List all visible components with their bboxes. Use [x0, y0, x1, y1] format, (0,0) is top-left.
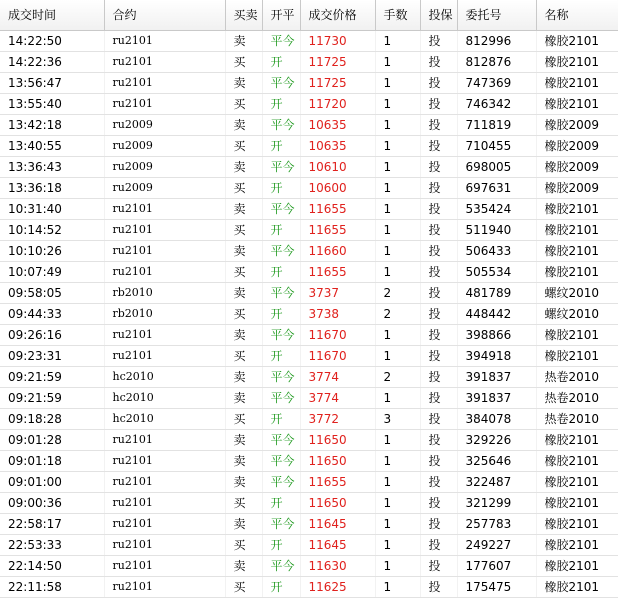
- table-row[interactable]: [0, 282, 618, 303]
- cell-contract: ru2101: [104, 492, 225, 513]
- cell-order-no: 177607: [457, 555, 536, 576]
- cell-side: 买: [225, 408, 262, 429]
- cell-order-no: 321299: [457, 492, 536, 513]
- cell-side: 卖: [225, 198, 262, 219]
- cell-order-no: 325646: [457, 450, 536, 471]
- cell-contract: ru2101: [104, 534, 225, 555]
- table-row[interactable]: [0, 261, 618, 282]
- cell-time: 13:36:18: [0, 177, 104, 198]
- cell-name: 橡胶2101: [536, 576, 618, 597]
- column-header-hedge[interactable]: 投保: [420, 0, 457, 30]
- cell-contract: ru2101: [104, 429, 225, 450]
- cell-hedge: 投: [420, 30, 457, 51]
- cell-hedge: 投: [420, 93, 457, 114]
- cell-time: 09:21:59: [0, 387, 104, 408]
- table-row[interactable]: [0, 429, 618, 450]
- cell-time: 13:36:43: [0, 156, 104, 177]
- cell-name: 橡胶2101: [536, 345, 618, 366]
- cell-hedge: 投: [420, 534, 457, 555]
- cell-hedge: 投: [420, 513, 457, 534]
- cell-qty: 1: [375, 30, 420, 51]
- cell-qty: 2: [375, 303, 420, 324]
- cell-hedge: 投: [420, 429, 457, 450]
- cell-name: 热卷2010: [536, 366, 618, 387]
- cell-side: 卖: [225, 366, 262, 387]
- cell-qty: 1: [375, 114, 420, 135]
- cell-order-no: 506433: [457, 240, 536, 261]
- cell-open-close: 开: [262, 93, 300, 114]
- cell-name: 橡胶2101: [536, 240, 618, 261]
- cell-side: 买: [225, 93, 262, 114]
- cell-open-close: 平今: [262, 282, 300, 303]
- cell-side: 卖: [225, 156, 262, 177]
- cell-hedge: 投: [420, 219, 457, 240]
- cell-qty: 1: [375, 555, 420, 576]
- cell-time: 13:42:18: [0, 114, 104, 135]
- table-row[interactable]: [0, 471, 618, 492]
- cell-price: 11725: [300, 72, 375, 93]
- cell-name: 螺纹2010: [536, 282, 618, 303]
- cell-time: 14:22:36: [0, 51, 104, 72]
- table-row[interactable]: [0, 555, 618, 576]
- cell-price: 3774: [300, 366, 375, 387]
- column-header-time[interactable]: 成交时间: [0, 0, 104, 30]
- cell-time: 09:23:31: [0, 345, 104, 366]
- cell-time: 22:53:33: [0, 534, 104, 555]
- cell-side: 买: [225, 303, 262, 324]
- cell-name: 热卷2010: [536, 408, 618, 429]
- cell-qty: 1: [375, 534, 420, 555]
- cell-side: 买: [225, 261, 262, 282]
- cell-price: 11725: [300, 51, 375, 72]
- table-row[interactable]: [0, 324, 618, 345]
- cell-side: 卖: [225, 72, 262, 93]
- cell-contract: rb2010: [104, 282, 225, 303]
- cell-contract: ru2101: [104, 471, 225, 492]
- cell-contract: ru2101: [104, 93, 225, 114]
- column-header-contract[interactable]: 合约: [104, 0, 225, 30]
- cell-name: 橡胶2101: [536, 471, 618, 492]
- cell-side: 买: [225, 177, 262, 198]
- cell-contract: ru2009: [104, 156, 225, 177]
- cell-side: 买: [225, 492, 262, 513]
- cell-order-no: 812876: [457, 51, 536, 72]
- cell-qty: 1: [375, 261, 420, 282]
- cell-side: 买: [225, 135, 262, 156]
- cell-open-close: 开: [262, 408, 300, 429]
- cell-open-close: 平今: [262, 450, 300, 471]
- cell-order-no: 505534: [457, 261, 536, 282]
- cell-price: 11645: [300, 534, 375, 555]
- cell-name: 橡胶2009: [536, 177, 618, 198]
- cell-qty: 1: [375, 387, 420, 408]
- table-row[interactable]: [0, 198, 618, 219]
- cell-open-close: 开: [262, 534, 300, 555]
- cell-order-no: 249227: [457, 534, 536, 555]
- cell-price: 11670: [300, 345, 375, 366]
- cell-hedge: 投: [420, 198, 457, 219]
- cell-price: 3737: [300, 282, 375, 303]
- cell-price: 3774: [300, 387, 375, 408]
- cell-price: 11670: [300, 324, 375, 345]
- cell-name: 橡胶2009: [536, 114, 618, 135]
- table-row[interactable]: [0, 513, 618, 534]
- cell-time: 13:40:55: [0, 135, 104, 156]
- cell-order-no: 175475: [457, 576, 536, 597]
- cell-contract: ru2009: [104, 114, 225, 135]
- cell-open-close: 平今: [262, 240, 300, 261]
- cell-name: 橡胶2101: [536, 534, 618, 555]
- cell-time: 10:10:26: [0, 240, 104, 261]
- cell-name: 橡胶2101: [536, 261, 618, 282]
- cell-contract: hc2010: [104, 387, 225, 408]
- cell-hedge: 投: [420, 240, 457, 261]
- cell-contract: ru2009: [104, 135, 225, 156]
- cell-open-close: 平今: [262, 513, 300, 534]
- cell-contract: ru2101: [104, 51, 225, 72]
- cell-contract: ru2101: [104, 72, 225, 93]
- cell-qty: 1: [375, 492, 420, 513]
- cell-contract: ru2101: [104, 261, 225, 282]
- cell-order-no: 448442: [457, 303, 536, 324]
- cell-hedge: 投: [420, 576, 457, 597]
- table-body: [0, 30, 618, 597]
- cell-time: 14:22:50: [0, 30, 104, 51]
- cell-price: 10635: [300, 135, 375, 156]
- cell-qty: 1: [375, 513, 420, 534]
- cell-order-no: 481789: [457, 282, 536, 303]
- table-row[interactable]: [0, 93, 618, 114]
- cell-side: 卖: [225, 450, 262, 471]
- cell-open-close: 平今: [262, 429, 300, 450]
- column-header-open-close[interactable]: 开平: [262, 0, 300, 30]
- cell-qty: 1: [375, 450, 420, 471]
- cell-time: 13:56:47: [0, 72, 104, 93]
- cell-price: 11660: [300, 240, 375, 261]
- cell-side: 卖: [225, 114, 262, 135]
- cell-qty: 1: [375, 471, 420, 492]
- cell-hedge: 投: [420, 450, 457, 471]
- cell-name: 橡胶2101: [536, 198, 618, 219]
- cell-contract: ru2101: [104, 555, 225, 576]
- cell-qty: 1: [375, 93, 420, 114]
- cell-hedge: 投: [420, 471, 457, 492]
- cell-time: 22:58:17: [0, 513, 104, 534]
- cell-hedge: 投: [420, 51, 457, 72]
- cell-side: 卖: [225, 471, 262, 492]
- cell-order-no: 329226: [457, 429, 536, 450]
- header-row: [0, 0, 618, 30]
- cell-price: 11655: [300, 471, 375, 492]
- cell-price: 10600: [300, 177, 375, 198]
- cell-qty: 1: [375, 51, 420, 72]
- cell-order-no: 384078: [457, 408, 536, 429]
- cell-order-no: 698005: [457, 156, 536, 177]
- cell-contract: ru2101: [104, 450, 225, 471]
- cell-order-no: 711819: [457, 114, 536, 135]
- cell-open-close: 开: [262, 261, 300, 282]
- cell-time: 09:58:05: [0, 282, 104, 303]
- cell-order-no: 535424: [457, 198, 536, 219]
- cell-price: 11650: [300, 492, 375, 513]
- cell-order-no: 746342: [457, 93, 536, 114]
- table-row[interactable]: [0, 72, 618, 93]
- cell-open-close: 平今: [262, 387, 300, 408]
- cell-side: 卖: [225, 282, 262, 303]
- cell-price: 10610: [300, 156, 375, 177]
- table-row[interactable]: [0, 450, 618, 471]
- cell-time: 09:01:28: [0, 429, 104, 450]
- cell-open-close: 开: [262, 576, 300, 597]
- cell-qty: 3: [375, 408, 420, 429]
- cell-time: 09:01:00: [0, 471, 104, 492]
- cell-side: 买: [225, 219, 262, 240]
- cell-hedge: 投: [420, 177, 457, 198]
- table-row[interactable]: [0, 156, 618, 177]
- cell-hedge: 投: [420, 324, 457, 345]
- cell-hedge: 投: [420, 555, 457, 576]
- cell-qty: 2: [375, 366, 420, 387]
- cell-price: 11625: [300, 576, 375, 597]
- cell-side: 买: [225, 345, 262, 366]
- cell-side: 卖: [225, 30, 262, 51]
- cell-open-close: 平今: [262, 471, 300, 492]
- cell-time: 13:55:40: [0, 93, 104, 114]
- column-header-qty[interactable]: 手数: [375, 0, 420, 30]
- cell-open-close: 开: [262, 51, 300, 72]
- table-row[interactable]: [0, 240, 618, 261]
- cell-contract: ru2101: [104, 345, 225, 366]
- cell-name: 热卷2010: [536, 387, 618, 408]
- cell-price: 3738: [300, 303, 375, 324]
- cell-qty: 1: [375, 135, 420, 156]
- cell-side: 卖: [225, 387, 262, 408]
- cell-order-no: 391837: [457, 366, 536, 387]
- cell-name: 橡胶2101: [536, 450, 618, 471]
- cell-hedge: 投: [420, 366, 457, 387]
- cell-hedge: 投: [420, 345, 457, 366]
- cell-price: 11630: [300, 555, 375, 576]
- cell-name: 橡胶2101: [536, 72, 618, 93]
- cell-qty: 1: [375, 345, 420, 366]
- column-header-name[interactable]: 名称: [536, 0, 618, 30]
- table-row[interactable]: [0, 219, 618, 240]
- cell-side: 卖: [225, 555, 262, 576]
- cell-open-close: 开: [262, 303, 300, 324]
- cell-contract: hc2010: [104, 408, 225, 429]
- cell-hedge: 投: [420, 387, 457, 408]
- cell-price: 11650: [300, 450, 375, 471]
- cell-name: 橡胶2101: [536, 324, 618, 345]
- cell-open-close: 平今: [262, 72, 300, 93]
- table-row[interactable]: [0, 114, 618, 135]
- cell-time: 09:26:16: [0, 324, 104, 345]
- cell-order-no: 394918: [457, 345, 536, 366]
- cell-order-no: 812996: [457, 30, 536, 51]
- cell-contract: ru2101: [104, 30, 225, 51]
- cell-hedge: 投: [420, 72, 457, 93]
- cell-name: 橡胶2101: [536, 30, 618, 51]
- cell-time: 09:00:36: [0, 492, 104, 513]
- cell-qty: 1: [375, 324, 420, 345]
- cell-price: 11655: [300, 219, 375, 240]
- table-row[interactable]: [0, 387, 618, 408]
- cell-name: 橡胶2101: [536, 429, 618, 450]
- cell-hedge: 投: [420, 135, 457, 156]
- cell-name: 橡胶2101: [536, 93, 618, 114]
- table-row[interactable]: [0, 576, 618, 597]
- cell-hedge: 投: [420, 303, 457, 324]
- cell-contract: ru2101: [104, 513, 225, 534]
- cell-time: 22:11:58: [0, 576, 104, 597]
- cell-time: 10:14:52: [0, 219, 104, 240]
- cell-order-no: 257783: [457, 513, 536, 534]
- table-row[interactable]: [0, 51, 618, 72]
- cell-qty: 1: [375, 177, 420, 198]
- cell-name: 橡胶2101: [536, 219, 618, 240]
- cell-open-close: 开: [262, 219, 300, 240]
- cell-contract: ru2101: [104, 219, 225, 240]
- cell-order-no: 398866: [457, 324, 536, 345]
- cell-side: 卖: [225, 513, 262, 534]
- table-row[interactable]: [0, 408, 618, 429]
- cell-price: 11655: [300, 261, 375, 282]
- cell-qty: 1: [375, 429, 420, 450]
- cell-contract: hc2010: [104, 366, 225, 387]
- cell-open-close: 平今: [262, 114, 300, 135]
- cell-name: 橡胶2009: [536, 135, 618, 156]
- cell-qty: 1: [375, 156, 420, 177]
- cell-open-close: 平今: [262, 555, 300, 576]
- cell-contract: ru2101: [104, 576, 225, 597]
- cell-order-no: 710455: [457, 135, 536, 156]
- cell-open-close: 平今: [262, 30, 300, 51]
- table-row[interactable]: [0, 366, 618, 387]
- cell-side: 买: [225, 51, 262, 72]
- cell-name: 橡胶2101: [536, 513, 618, 534]
- column-header-price[interactable]: 成交价格: [300, 0, 375, 30]
- table-row[interactable]: [0, 492, 618, 513]
- cell-side: 卖: [225, 429, 262, 450]
- cell-price: 11655: [300, 198, 375, 219]
- table-row[interactable]: [0, 177, 618, 198]
- column-header-order-no[interactable]: 委托号: [457, 0, 536, 30]
- cell-time: 09:21:59: [0, 366, 104, 387]
- cell-open-close: 平今: [262, 324, 300, 345]
- cell-order-no: 747369: [457, 72, 536, 93]
- cell-contract: ru2101: [104, 198, 225, 219]
- cell-order-no: 322487: [457, 471, 536, 492]
- cell-side: 买: [225, 576, 262, 597]
- cell-time: 09:18:28: [0, 408, 104, 429]
- cell-qty: 1: [375, 219, 420, 240]
- cell-side: 卖: [225, 324, 262, 345]
- table-row[interactable]: [0, 135, 618, 156]
- cell-name: 橡胶2101: [536, 492, 618, 513]
- cell-hedge: 投: [420, 408, 457, 429]
- cell-hedge: 投: [420, 156, 457, 177]
- cell-name: 橡胶2101: [536, 51, 618, 72]
- cell-hedge: 投: [420, 492, 457, 513]
- cell-name: 橡胶2101: [536, 555, 618, 576]
- cell-order-no: 511940: [457, 219, 536, 240]
- table-header: [0, 0, 618, 30]
- cell-contract: ru2101: [104, 240, 225, 261]
- cell-qty: 1: [375, 72, 420, 93]
- cell-open-close: 平今: [262, 156, 300, 177]
- cell-qty: 1: [375, 240, 420, 261]
- cell-time: 10:31:40: [0, 198, 104, 219]
- cell-open-close: 开: [262, 492, 300, 513]
- cell-price: 3772: [300, 408, 375, 429]
- cell-price: 11720: [300, 93, 375, 114]
- table-row[interactable]: [0, 345, 618, 366]
- table-row[interactable]: [0, 30, 618, 51]
- cell-contract: rb2010: [104, 303, 225, 324]
- cell-side: 卖: [225, 240, 262, 261]
- cell-order-no: 391837: [457, 387, 536, 408]
- cell-name: 橡胶2009: [536, 156, 618, 177]
- table-row[interactable]: [0, 534, 618, 555]
- cell-price: 11650: [300, 429, 375, 450]
- cell-time: 22:14:50: [0, 555, 104, 576]
- cell-qty: 1: [375, 198, 420, 219]
- cell-time: 09:44:33: [0, 303, 104, 324]
- cell-open-close: 开: [262, 135, 300, 156]
- cell-qty: 1: [375, 576, 420, 597]
- column-header-side[interactable]: 买卖: [225, 0, 262, 30]
- cell-open-close: 平今: [262, 198, 300, 219]
- cell-time: 10:07:49: [0, 261, 104, 282]
- cell-open-close: 平今: [262, 366, 300, 387]
- cell-price: 10635: [300, 114, 375, 135]
- cell-contract: ru2009: [104, 177, 225, 198]
- cell-qty: 2: [375, 282, 420, 303]
- cell-hedge: 投: [420, 114, 457, 135]
- cell-price: 11730: [300, 30, 375, 51]
- table-row[interactable]: [0, 303, 618, 324]
- cell-contract: ru2101: [104, 324, 225, 345]
- cell-price: 11645: [300, 513, 375, 534]
- cell-open-close: 开: [262, 177, 300, 198]
- cell-side: 买: [225, 534, 262, 555]
- cell-open-close: 开: [262, 345, 300, 366]
- cell-name: 螺纹2010: [536, 303, 618, 324]
- cell-order-no: 697631: [457, 177, 536, 198]
- cell-hedge: 投: [420, 282, 457, 303]
- cell-hedge: 投: [420, 261, 457, 282]
- cell-time: 09:01:18: [0, 450, 104, 471]
